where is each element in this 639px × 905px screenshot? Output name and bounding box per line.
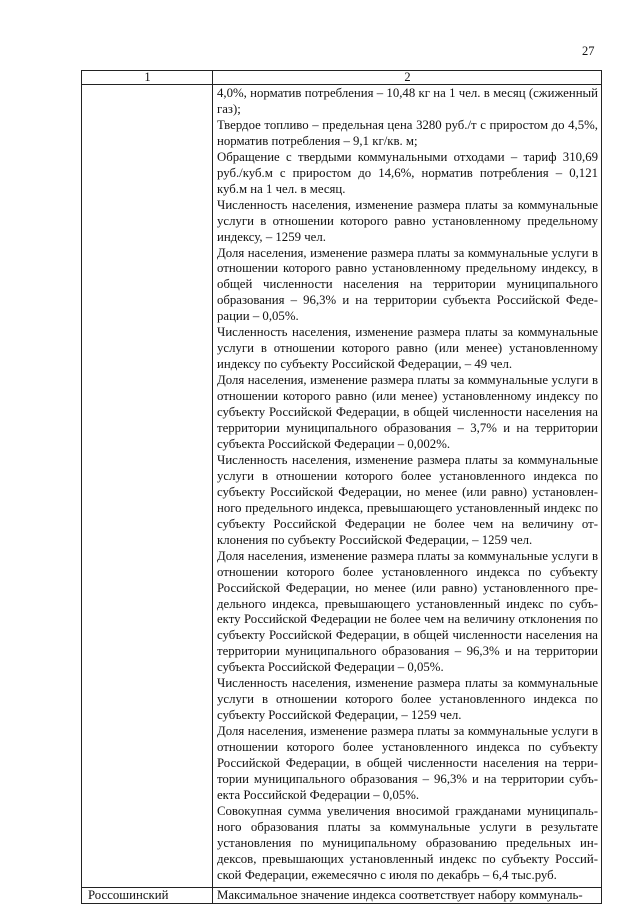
paragraph-population-below-index: Численность населения, изменение размера платы за коммунальные услуги в отношении которого равно (или менее) установленному индексу по субъекту Российской Федерации, – 49 чел. <box>217 325 598 372</box>
region-name: Россошинский <box>82 887 213 903</box>
paragraph-share-equal-limit: Доля населения, изменение размера платы за коммунальные услуги в отношении которого равно установленному предельному индексу, в общей численности населения на территории муниципального образования – 96,3% и на территории субъекта Российской Федерации – 0,05%. <box>217 245 598 324</box>
paragraph-population-equal-limit: Численность населения, изменение размера платы за коммунальные услуги в отношении которого равно установленному предельному индексу, – 1259 чел. <box>217 197 598 244</box>
region-cell-empty <box>82 85 213 888</box>
paragraph-share-above-index: Доля населения, изменение размера платы за коммунальные услуги в отношении которого более установленного индекса по субъекту Российской Федерации, в общей численности населения на территории муниципального образования – 96,3% и на территории субъекта Российской Федерации – 0,05%. <box>217 724 598 802</box>
data-table <box>81 70 602 904</box>
column-header-2: 2 <box>213 71 602 85</box>
next-row-text: Максимальное значение индекса соответствует набору коммуналь- <box>213 887 602 903</box>
paragraph-share-within-deviation: Доля населения, изменение размера платы за коммунальные услуги в отношении которого более установленного индекса по субъекту Российской Федерации, но менее (или равно) установленного предельного индекса, превышающего установленный индекс по субъекту Российской Федерации не более чем на величину отклонения по субъекту Российской Федерации, в общей численности населения на территории муниципального образования – 96,3% и на территории субъекта Российской Федерации – 0,05%. <box>217 548 598 675</box>
paragraph-gas-continuation: 4,0%, норматив потребления – 10,48 кг на 1 чел. в месяц (сжиженный газ); <box>217 86 598 116</box>
paragraph-population-within-deviation: Численность населения, изменение размера платы за коммунальные услуги в отношении которого более установленного индекса по субъекту Российской Федерации, но менее (или равно) установленного предельного индекса, превышающего установленный индекс по субъекту Российской Федерации не более чем на величину отклонения по субъекту Российской Федерации, – 1259 чел. <box>217 452 598 547</box>
table-header-row <box>82 71 602 85</box>
description-cell <box>213 85 602 888</box>
paragraph-share-below-index: Доля населения, изменение размера платы за коммунальные услуги в отношении которого равно (или менее) установленному индексу по субъекту Российской Федерации, в общей численности населения на территории муниципального образования – 3,7% и на территории субъекта Российской Федерации – 0,002%. <box>217 373 598 451</box>
table-row <box>82 887 602 903</box>
paragraph-total-increase: Совокупная сумма увеличения вносимой гражданами муниципального образования платы за коммунальные услуги в результате установления по муниципальному образованию предельных индексов, превышающих установленный индекс по субъекту Российской Федерации, ежемесячно с июля по декабрь – 6,4 тыс.руб. <box>217 803 598 882</box>
table-row <box>82 85 602 888</box>
paragraph-population-above-index: Численность населения, изменение размера платы за коммунальные услуги в отношении которого более установленного индекса по субъекту Российской Федерации, – 1259 чел. <box>217 676 598 723</box>
page-number: 27 <box>582 44 595 58</box>
paragraph-solid-fuel: Твердое топливо – предельная цена 3280 руб./т с приростом до 4,5%, норматив потребления – 9,1 кг/кв. м; <box>217 117 598 148</box>
column-header-1: 1 <box>82 71 213 85</box>
paragraph-waste-tariff: Обращение с твердыми коммунальными отходами – тариф 310,69 руб./куб.м с приростом до 14,6%, норматив потребления – 0,121 куб.м на 1 чел. в месяц. <box>217 149 598 196</box>
